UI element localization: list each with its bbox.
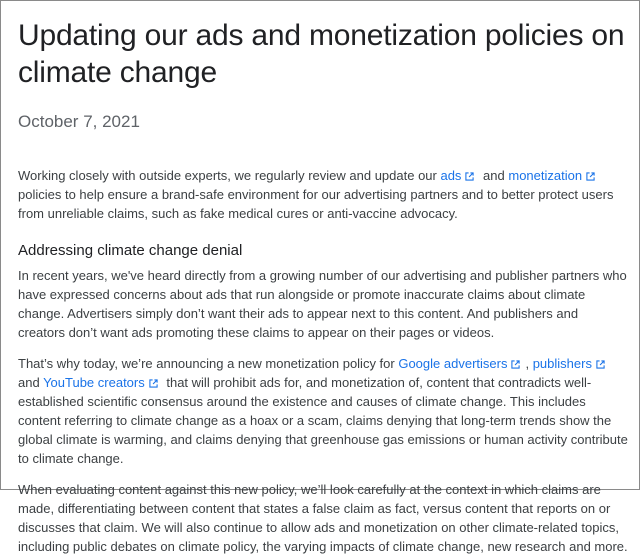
article-date: October 7, 2021 — [18, 112, 140, 131]
section-heading: Addressing climate change denial — [18, 242, 243, 259]
body-paragraph-3 — [18, 354, 628, 468]
external-link-icon — [511, 360, 520, 369]
para3-text-2: , — [525, 356, 533, 371]
external-link-icon — [149, 379, 158, 388]
google-advertisers-link[interactable] — [398, 356, 525, 371]
para3-text-1: That’s why today, we’re announcing a new monetization policy for — [18, 356, 399, 371]
article-content — [18, 1, 628, 556]
intro-text-2: and — [479, 168, 509, 183]
monetization-policy-link[interactable] — [508, 168, 600, 183]
article-title: Updating our ads and monetization policies on climate change — [18, 19, 625, 89]
body-paragraph-2: In recent years, we've heard directly from a growing number of our advertising and publisher partners who have expressed concerns about ads that run alongside or promote inaccurate claims about climate change. Advertisers simply don’t want their ads to appear next to this content. And publishers and creators don’t want ads promoting these claims to appear on their pages or videos. — [18, 268, 627, 340]
intro-text-3: policies to help ensure a brand-safe environment for our advertising partners and to better protect users from unreliable claims, such as fake medical cures or anti-vaccine advocacy. — [18, 187, 614, 221]
publishers-link[interactable] — [533, 356, 610, 371]
youtube-creators-link[interactable] — [43, 375, 163, 390]
body-paragraph-4: When evaluating content against this new policy, we’ll look carefully at the context in which claims are made, differentiating between content that states a false claim as fact, versus content that reports on or discusses that claim. We will also continue to allow ads and monetization on other climate-related topics, including public debates on climate policy, the varying impacts of climate change, new research and more. — [18, 482, 628, 554]
monetization-link-label: monetization — [508, 168, 583, 183]
para3-text-3: and — [18, 375, 44, 390]
creators-link-label: YouTube creators — [43, 375, 145, 390]
ads-link-label: ads — [440, 168, 462, 183]
ads-policy-link[interactable] — [440, 168, 479, 183]
intro-paragraph — [18, 166, 628, 223]
para3-text-4: that will prohibit ads for, and monetization of, content that contradicts well-established scientific consensus around the existence and causes of climate change. This includes content referring to climate change as a hoax or a scam, claims denying that long-term trends show the global climate is warming, and claims denying that greenhouse gas emissions or human activity contribute to climate change. — [18, 375, 628, 466]
advertisers-link-label: Google advertisers — [398, 356, 508, 371]
publishers-link-label: publishers — [532, 356, 592, 371]
intro-text-1: Working closely with outside experts, we regularly review and update our — [18, 168, 441, 183]
external-link-icon — [586, 172, 595, 181]
external-link-icon — [596, 360, 605, 369]
external-link-icon — [465, 172, 474, 181]
